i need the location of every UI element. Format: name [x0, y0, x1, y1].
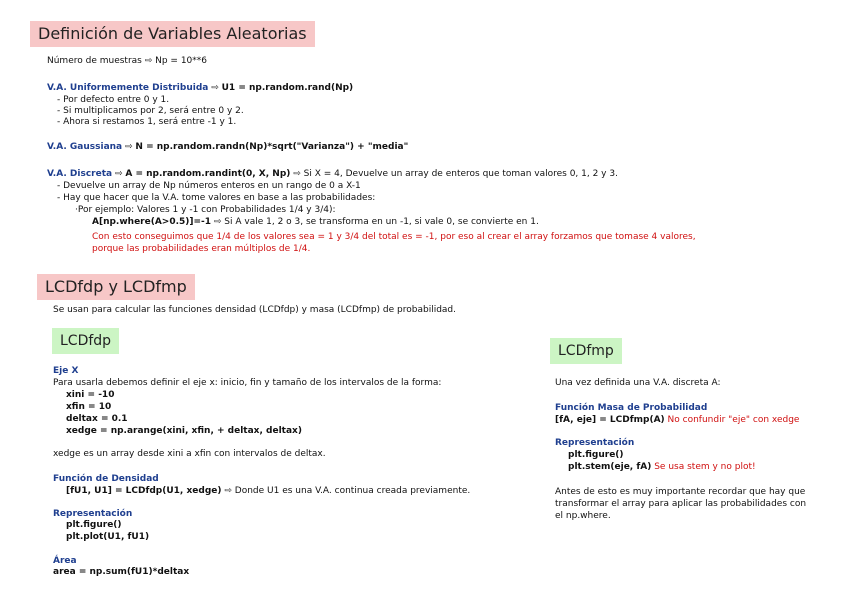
discrete-note-2: porque las probabilidades eran múltiplos de 1/4. [92, 244, 311, 254]
uniform-line-2: - Si multiplicamos por 2, será entre 0 y 2. [57, 106, 244, 116]
area-heading: Área [53, 556, 77, 566]
mass-code: [fA, eje] = LCDfmp(A) [555, 415, 665, 425]
lcd-intro-text: Se usan para calcular las funciones densidad (LCDfdp) y masa (LCDfmp) de probabilidad. [53, 305, 456, 315]
fmp-rep-code-1: plt.figure() [568, 450, 624, 460]
fmp-final-2: transformar el array para aplicar las probabilidades con [555, 499, 807, 509]
density-code: [fU1, U1] = LCDfdp(U1, xedge) [66, 486, 222, 496]
sample-count-text: Número de muestras ⇨ Np = 10**6 [47, 56, 208, 66]
gaussian-heading [47, 142, 408, 153]
fmp-intro: Una vez definida una V.A. discreta A: [555, 378, 721, 388]
discrete-where-line [92, 217, 539, 228]
discrete-line-1: - Devuelve un array de Np números enteros en un rango de 0 a X-1 [57, 181, 361, 191]
fmp-rep-code-2: plt.stem(eje, fA) [568, 462, 652, 472]
discrete-example: ·Por ejemplo: Valores 1 y -1 con Probabilidades 1/4 y 3/4): [75, 205, 336, 215]
section-title-lcd: LCDfdp y LCDfmp [37, 274, 195, 300]
fmp-rep-line-2 [568, 462, 756, 473]
fdp-rep-code-2: plt.plot(U1, fU1) [66, 532, 150, 542]
density-line [66, 486, 470, 497]
gaussian-label: V.A. Gaussiana [47, 142, 123, 152]
subsection-title-lcdfmp: LCDfmp [550, 338, 622, 364]
discrete-where-description: ⇨ Si A vale 1, 2 o 3, se transforma en un -1, si vale 0, se convierte en 1. [211, 217, 539, 227]
uniform-heading [47, 83, 353, 94]
discrete-line-2: - Hay que hacer que la V.A. tome valores en base a las probabilidades: [57, 193, 376, 203]
fmp-final-1: Antes de esto es muy importante recordar que hay que [555, 487, 806, 497]
density-heading: Función de Densidad [53, 474, 159, 484]
mass-line [555, 415, 799, 426]
discrete-where-code: A[np.where(A>0.5)]=-1 [92, 217, 212, 227]
section-title-random-variables: Definición de Variables Aleatorias [30, 21, 315, 47]
uniform-line-3: - Ahora si restamos 1, será entre -1 y 1. [57, 117, 237, 127]
fmp-final-3: el np.where. [555, 511, 611, 521]
mass-heading: Función Masa de Probabilidad [555, 403, 708, 413]
discrete-note-1: Con esto conseguimos que 1/4 de los valores sea = 1 y 3/4 del total es = -1, por eso al crear el array forzamos que tomase 4 valores, [92, 232, 696, 242]
mass-note: No confundir "eje" con xedge [667, 415, 800, 425]
discrete-heading [47, 169, 618, 180]
arrow-icon: ⇨ [112, 169, 126, 179]
axis-code-3: deltax = 0.1 [66, 414, 128, 424]
axis-code-1: xini = -10 [66, 390, 115, 400]
discrete-description: ⇨ Si X = 4, Devuelve un array de enteros que toman valores 0, 1, 2 y 3. [290, 169, 618, 179]
discrete-label: V.A. Discreta [47, 169, 113, 179]
area-code: area = np.sum(fU1)*deltax [53, 567, 190, 577]
discrete-code: A = np.random.randint(0, X, Np) [125, 169, 291, 179]
arrow-icon: ⇨ [208, 83, 222, 93]
density-description: ⇨ Donde U1 es una V.A. continua creada previamente. [221, 486, 471, 496]
arrow-icon: ⇨ [122, 142, 136, 152]
uniform-code: U1 = np.random.rand(Np) [221, 83, 354, 93]
axis-heading: Eje X [53, 366, 79, 376]
fdp-rep-code-1: plt.figure() [66, 520, 122, 530]
representation-heading-fdp: Representación [53, 509, 133, 519]
uniform-line-1: - Por defecto entre 0 y 1. [57, 95, 170, 105]
gaussian-code: N = np.random.randn(Np)*sqrt("Varianza") + "media" [135, 142, 409, 152]
axis-code-4: xedge = np.arange(xini, xfin, + deltax, deltax) [66, 426, 302, 436]
axis-code-2: xfin = 10 [66, 402, 112, 412]
representation-heading-fmp: Representación [555, 438, 635, 448]
subsection-title-lcdfdp: LCDfdp [52, 328, 119, 354]
axis-description: Para usarla debemos definir el eje x: inicio, fin y tamaño de los intervalos de la forma: [53, 378, 442, 388]
xedge-description: xedge es un array desde xini a xfin con intervalos de deltax. [53, 449, 326, 459]
uniform-label: V.A. Uniformemente Distribuida [47, 83, 209, 93]
fmp-rep-note: Se usa stem y no plot! [654, 462, 756, 472]
